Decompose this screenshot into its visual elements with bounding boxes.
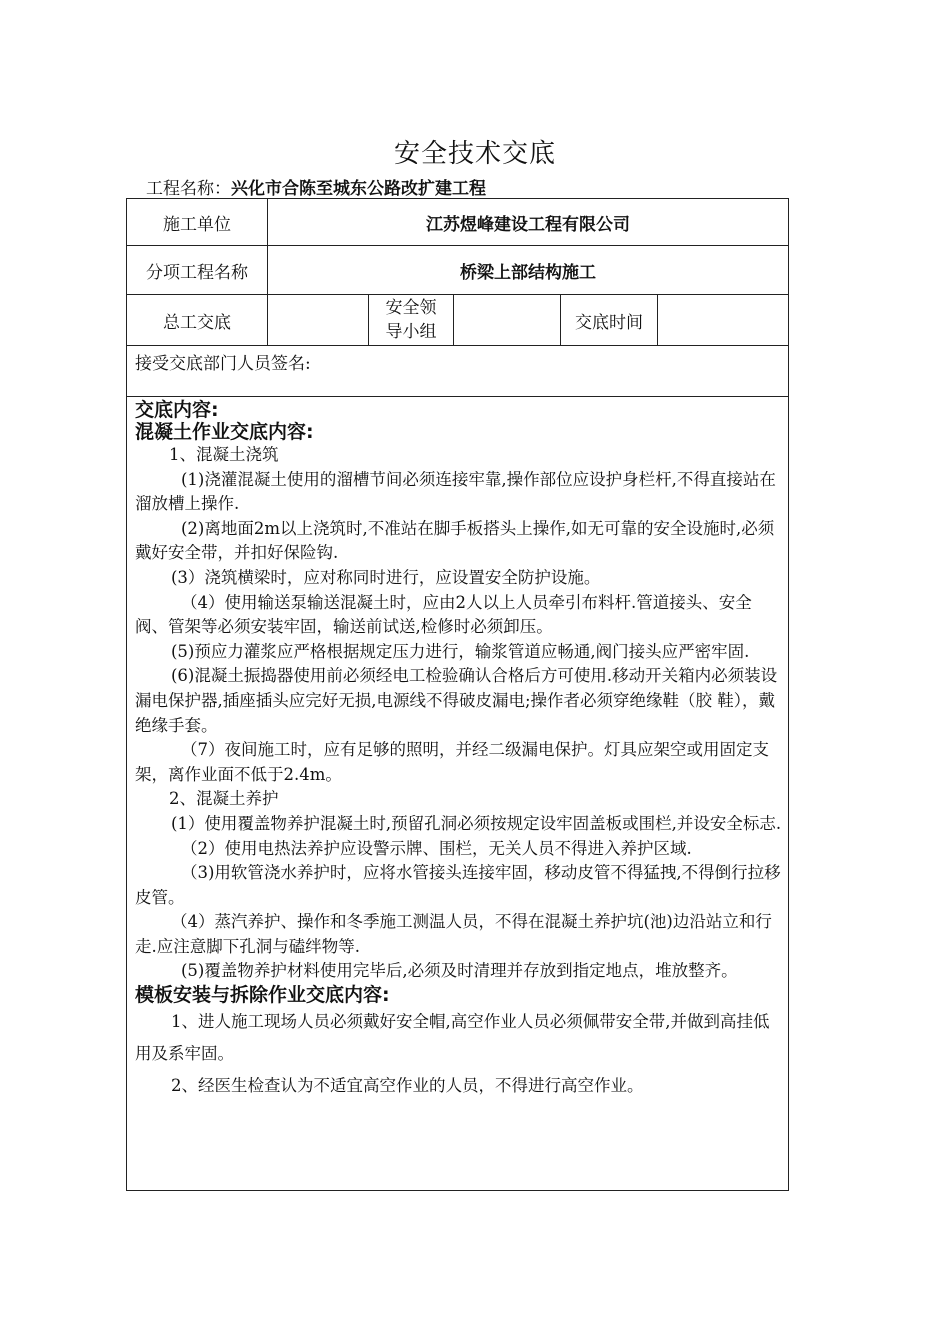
pour-item: (2)离地面2m以上浇筑时,不准站在脚手板搭头上操作,如无可靠的安全设施时,必须戴好安全带，并扣好保险钩.: [135, 518, 775, 563]
pour-item: (5)预应力灌浆应严格根据规定压力进行，输浆管道应畅通,阀门接头应严密牢固.: [171, 641, 750, 661]
safety-group-label: [369, 295, 453, 345]
document-title: 安全技术交底: [393, 139, 556, 169]
unit-value: 江苏煜峰建设工程有限公司: [426, 214, 630, 235]
project-name: 兴化市合陈至城东公路改扩建工程: [231, 179, 486, 199]
content-heading: 交底内容:: [135, 399, 219, 421]
disclosure-content: [135, 399, 782, 1102]
time-value: [658, 295, 788, 345]
pour-item: （7）夜间施工时，应有足够的照明，并经二级漏电保护。灯具应架空或用固定支架，离作业面不低于2.4m。: [135, 740, 769, 784]
safety-label-line1: 安全领: [385, 298, 437, 318]
project-line: [146, 174, 486, 199]
pour-item: (3）浇筑横梁时，应对称同时进行，应设置安全防护设施。: [171, 567, 601, 587]
pour-item: (6)混凝土振捣器使用前必须经电工检验确认合格后方可使用.移动开关箱内必须装设漏电保护器,插座插头应完好无损,电源线不得破皮漏电;操作者必须穿绝缘鞋（胶 鞋），戴绝缘手套。: [135, 666, 778, 735]
cure-item: （2）使用电热法养护应设警示牌、围栏，无关人员不得进入养护区域.: [181, 838, 692, 858]
pour-item: (1)浇灌混凝土使用的溜槽节间必须连接牢靠,操作部位应设护身栏杆,不得直接站在溜放槽上操作.: [135, 469, 776, 514]
formwork-item: 1、进人施工现场人员必须戴好安全帽,高空作业人员必须佩带安全带,并做到高挂低用及系牢固。: [135, 1012, 770, 1064]
signature-label: 接受交底部门人员签名:: [135, 354, 311, 374]
concrete-heading: 混凝土作业交底内容:: [135, 421, 314, 443]
chief-label: 总工交底: [163, 312, 231, 333]
row-divider: [127, 396, 788, 397]
item-label: 分项工程名称: [146, 262, 248, 283]
time-label: 交底时间: [575, 312, 643, 333]
cure-title: 2、混凝土养护: [169, 789, 279, 809]
safety-group-value: [454, 295, 560, 345]
pour-title: 1、混凝土浇筑: [169, 445, 279, 464]
safety-label-line2: 导小组: [385, 322, 437, 342]
item-value: 桥梁上部结构施工: [460, 262, 596, 283]
pour-item: （4）使用输送泵输送混凝土时，应由2人以上人员牵引布料杆.管道接头、安全阀、管架等必须安装牢固，输送前试送,检修时必须卸压。: [135, 592, 752, 637]
disclosure-table: [126, 198, 789, 1191]
project-label: 工程名称：: [146, 179, 231, 199]
cure-item: (1）使用覆盖物养护混凝土时,预留孔洞必须按规定设牢固盖板或围栏,并设安全标志.: [171, 813, 782, 833]
cure-item: （3)用软管浇水养护时，应将水管接头连接牢固，移动皮管不得猛拽,不得倒行拉移皮管。: [135, 863, 781, 907]
unit-label: 施工单位: [163, 214, 231, 235]
formwork-heading: 模板安装与拆除作业交底内容:: [135, 984, 390, 1007]
cure-item: (5)覆盖物养护材料使用完毕后,必须及时清理并存放到指定地点，堆放整齐。: [181, 961, 738, 981]
chief-value: [268, 295, 368, 345]
cure-item: （4）蒸汽养护、操作和冬季施工测温人员，不得在混凝土养护坑(池)边沿站立和行走.应注意脚下孔洞与磕绊物等.: [135, 912, 772, 956]
formwork-item: 2、经医生检查认为不适宜高空作业的人员，不得进行高空作业。: [171, 1076, 644, 1096]
row-divider: [127, 345, 788, 346]
